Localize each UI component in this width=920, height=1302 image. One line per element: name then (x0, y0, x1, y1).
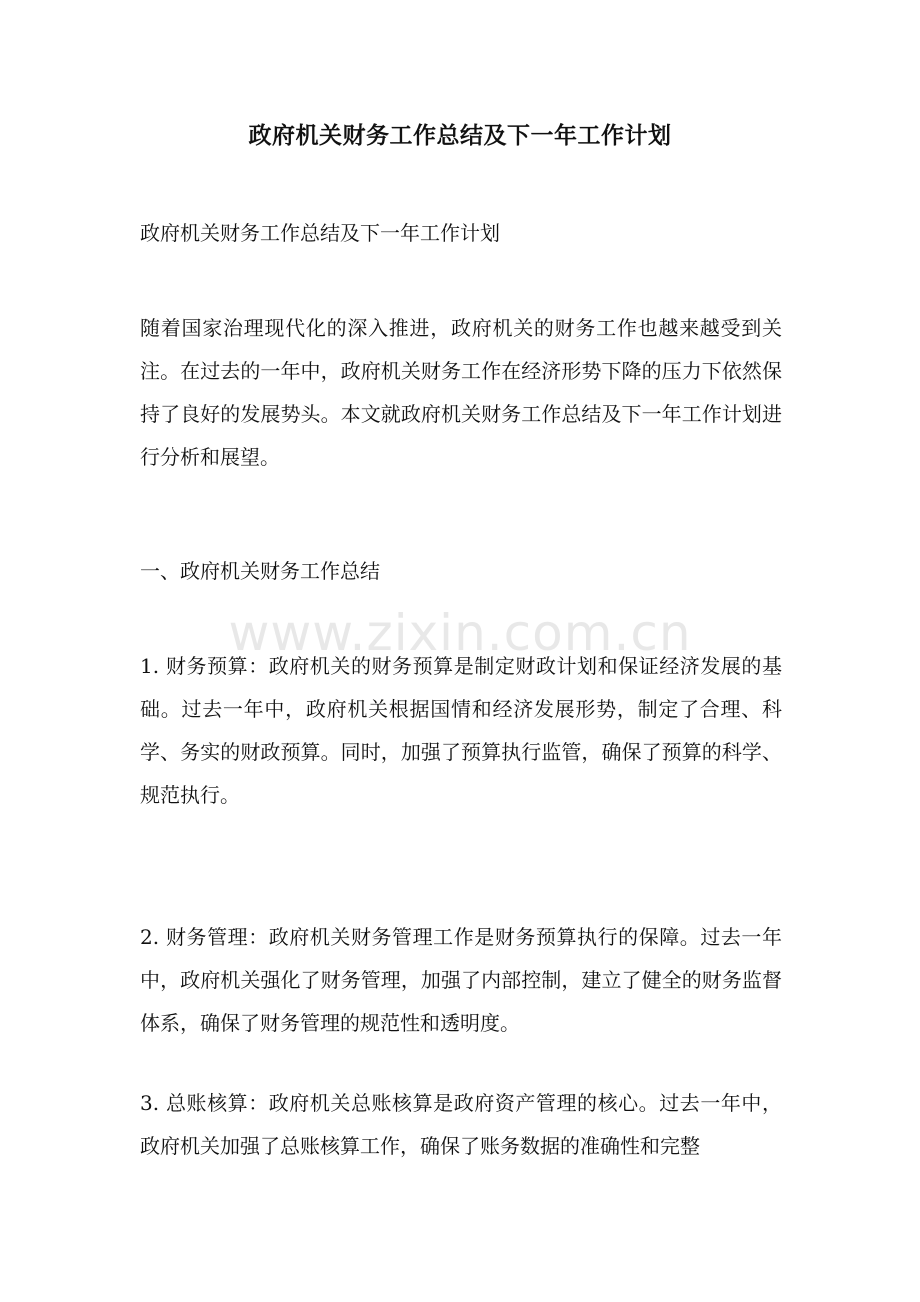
paragraph-management: 2. 财务管理：政府机关财务管理工作是财务预算执行的保障。过去一年中，政府机关强化了财务管理，加强了内部控制，建立了健全的财务监督体系，确保了财务管理的规范性和透明度。 (140, 925, 782, 1035)
paragraph-budget: 1. 财务预算：政府机关的财务预算是制定财政计划和保证经济发展的基础。过去一年中，政府机关根据国情和经济发展形势，制定了合理、科学、务实的财政预算。同时，加强了预算执行监管，确保了预算的科学、规范执行。 (140, 654, 782, 807)
intro-paragraph: 随着国家治理现代化的深入推进，政府机关的财务工作也越来越受到关注。在过去的一年中，政府机关财务工作在经济形势下降的压力下依然保持了良好的发展势头。本文就政府机关财务工作总结及下一年工作计划进行分析和展望。 (140, 316, 782, 469)
section-heading: 一、政府机关财务工作总结 (140, 559, 380, 583)
paragraph-ledger: 3. 总账核算：政府机关总账核算是政府资产管理的核心。过去一年中，政府机关加强了总账核算工作，确保了账务数据的准确性和完整 (140, 1091, 782, 1158)
document-title: 政府机关财务工作总结及下一年工作计划 (248, 122, 672, 149)
document-subtitle: 政府机关财务工作总结及下一年工作计划 (140, 221, 500, 245)
watermark: www.zixin.com.cn (228, 604, 692, 662)
